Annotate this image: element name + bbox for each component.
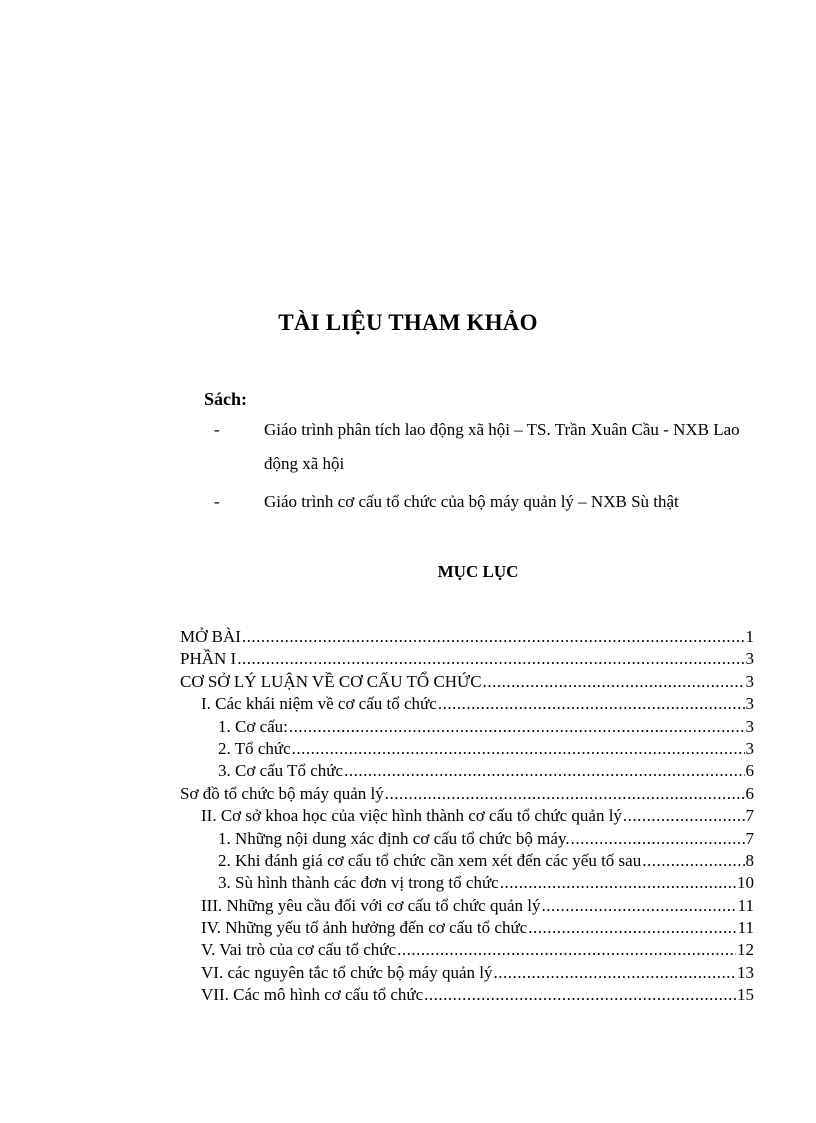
bullet-dash: - (214, 420, 220, 439)
toc-entry (180, 850, 754, 872)
toc-page-number: 6 (745, 761, 754, 781)
toc-page-number: 13 (737, 962, 754, 982)
toc-page-number: 7 (745, 828, 754, 848)
toc-page-number: 1 (745, 627, 754, 646)
toc-leader-dots (397, 939, 736, 961)
toc-entry (180, 917, 754, 939)
toc-entry-label: V. Vai trò của cơ cấu tổ chức (201, 940, 397, 960)
toc-entry (180, 939, 754, 961)
toc-page-number: 15 (737, 985, 754, 1005)
toc-leader-dots (424, 984, 736, 1006)
toc-page-number: 3 (745, 694, 754, 714)
toc-leader-dots (344, 760, 744, 782)
references-title: TÀI LIỆU THAM KHẢO (278, 310, 538, 335)
toc-entry-label: MỞ BÀI (180, 627, 241, 646)
toc-leader-dots (494, 962, 737, 984)
toc-entry-label: PHẦN I (180, 649, 237, 669)
toc-page-number: 12 (737, 940, 754, 960)
toc-entry (180, 895, 754, 917)
book-item (214, 413, 774, 481)
books-heading: Sách: (204, 389, 248, 409)
toc-entry-label: III. Những yêu cầu đối với cơ cấu tổ chức quản lý (201, 895, 541, 915)
toc-entry (180, 783, 754, 805)
toc-entry-label: 3. Sù hình thành các đơn vị trong tổ chức (218, 873, 499, 893)
toc-leader-dots (292, 738, 745, 760)
toc-entry (180, 872, 754, 894)
toc-entry (180, 805, 754, 827)
toc-entry (180, 828, 754, 850)
toc-leader-dots (242, 626, 745, 648)
book-text: Giáo trình phân tích lao động xã hội – TS. Trần Xuân Cầu - NXB Lao động xã hội (264, 420, 740, 473)
toc-leader-dots (483, 671, 745, 693)
toc-leader-dots (289, 716, 745, 738)
toc-entry-label: VI. các nguyên tắc tổ chức bộ máy quản lý (201, 962, 493, 982)
toc-leader-dots (528, 917, 736, 939)
book-item (214, 485, 774, 519)
toc-entry (180, 760, 754, 782)
toc-entry-label: I. Các khái niệm về cơ cấu tổ chức (201, 694, 437, 714)
toc-leader-dots (438, 693, 745, 715)
toc-entry (180, 962, 754, 984)
toc-entry (180, 626, 754, 648)
toc-entry (180, 648, 754, 670)
toc-page-number: 3 (745, 649, 754, 669)
toc-page-number: 7 (745, 806, 754, 826)
toc-leader-dots (385, 783, 745, 805)
bullet-dash: - (214, 492, 220, 511)
toc-page-number: 8 (745, 850, 754, 870)
toc-entry (180, 738, 754, 760)
toc-page-number: 3 (745, 738, 754, 758)
toc-entry (180, 671, 754, 693)
toc-entry-label: 2. Tổ chức (218, 738, 291, 758)
toc-leader-dots (237, 648, 744, 670)
toc-page-number: 10 (737, 873, 754, 893)
toc-entry (180, 693, 754, 715)
toc-entry-label: IV. Những yếu tố ảnh hưởng đến cơ cấu tổ chức (201, 918, 528, 938)
toc-page-number: 6 (745, 783, 754, 803)
toc-entry (180, 984, 754, 1006)
toc-entry-label: VII. Các mô hình cơ cấu tổ chức (201, 985, 424, 1005)
toc-entry-label: II. Cơ sở khoa học của việc hình thành cơ cấu tổ chức quản lý (201, 806, 622, 826)
toc-leader-dots (571, 828, 745, 850)
toc-entry-label: 1. Cơ cấu: (218, 716, 288, 736)
toc-entry-label: 3. Cơ cấu Tổ chức (218, 761, 344, 781)
toc-page-number: 11 (737, 918, 754, 938)
toc-leader-dots (623, 805, 745, 827)
toc-leader-dots (541, 895, 736, 917)
toc-entry-label: 1. Những nội dung xác định cơ cấu tổ chức bộ máy. (218, 828, 570, 848)
toc-leader-dots (642, 850, 744, 872)
toc-entry (180, 716, 754, 738)
toc-entry-label: Sơ đồ tổ chức bộ máy quản lý (180, 783, 384, 803)
toc-page-number: 11 (737, 895, 754, 915)
book-text: Giáo trình cơ cấu tổ chức của bộ máy quản lý – NXB Sù thật (264, 492, 679, 511)
table-of-contents (180, 626, 754, 1007)
toc-title: MỤC LỤC (437, 562, 519, 581)
toc-entry-label: CƠ SỞ LÝ LUẬN VỀ CƠ CẤU TỔ CHỨC (180, 671, 482, 691)
toc-page-number: 3 (745, 716, 754, 736)
toc-page-number: 3 (745, 671, 754, 691)
toc-leader-dots (500, 872, 736, 894)
toc-entry-label: 2. Khi đánh giá cơ cấu tổ chức cần xem xét đến các yếu tố sau (218, 850, 642, 870)
